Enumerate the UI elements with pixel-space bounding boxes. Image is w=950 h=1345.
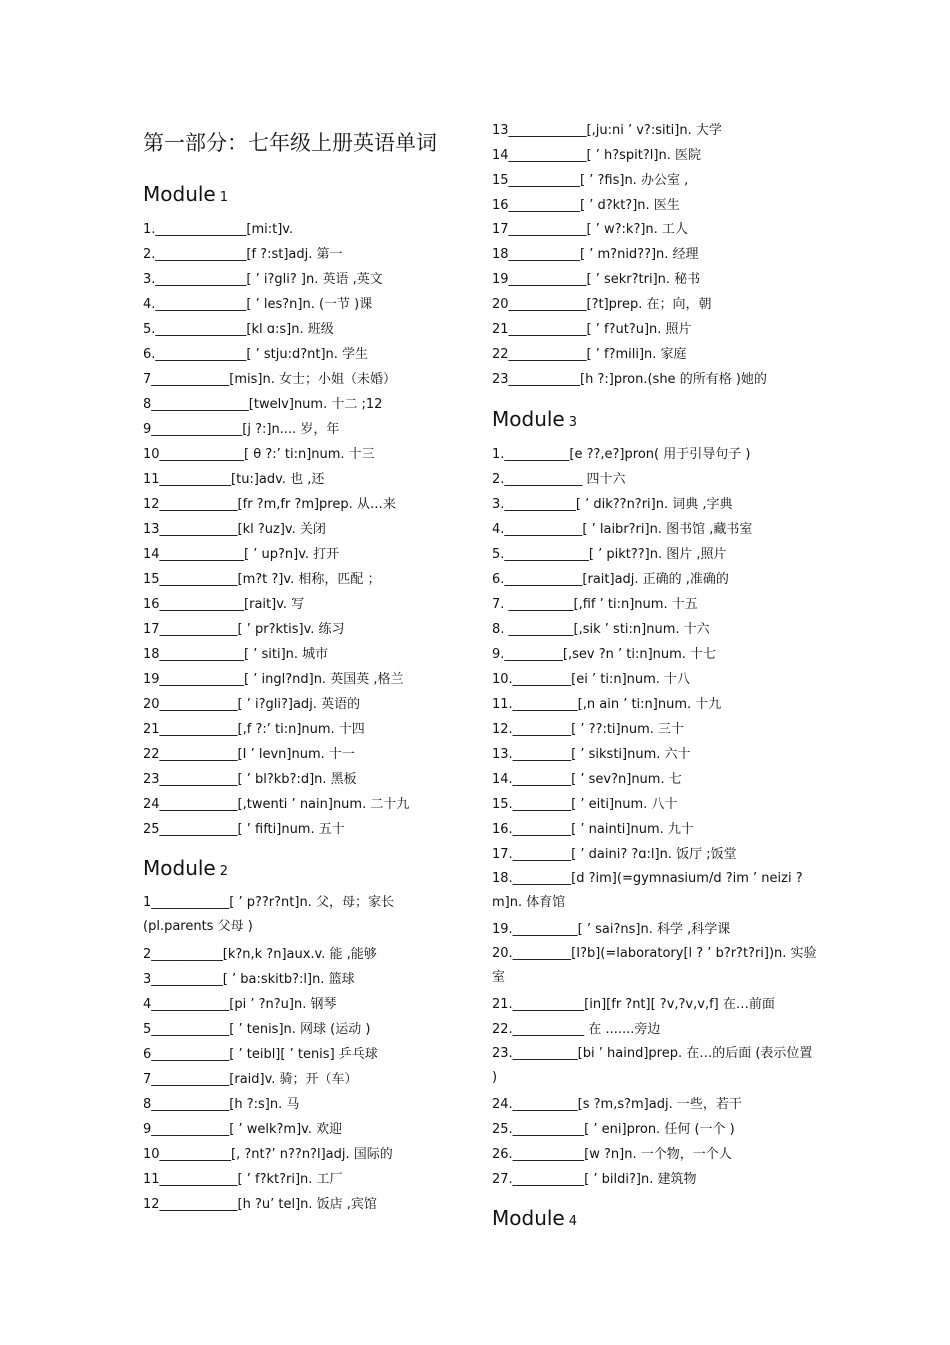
vocab-entry: 2.______________[f ?:st]adj. 第一: [143, 247, 343, 262]
vocab-entry: 17____________[ ’ pr?ktis]v. 练习: [143, 622, 345, 637]
vocab-entry: 13____________[kl ?uz]v. 关闭: [143, 522, 326, 537]
vocab-entry: 19____________[ ’ sekr?tri]n. 秘书: [492, 272, 701, 287]
vocab-entry: 26.___________[w ?n]n. 一个物，一个人: [492, 1147, 732, 1162]
vocab-entry: 6.______________[ ’ stju:d?nt]n. 学生: [143, 347, 369, 362]
vocab-entry: 24.__________[s ?m,s?m]adj. 一些，若干: [492, 1097, 742, 1112]
vocab-entry: 16_____________[rait]v. 写: [143, 597, 305, 612]
module-label: Module: [143, 856, 216, 880]
vocab-entry: 21.___________[in][fr ?nt][ ?v,?v,v,f] 在…前面: [492, 997, 775, 1012]
vocab-entry: 10._________[ei ’ ti:n]num. 十八: [492, 672, 691, 687]
vocab-entry: 20._________[I?b](=laboratory[l ? ’ b?r?t?ri])n. 实验室: [492, 946, 817, 985]
vocab-entry: 18._________[d ?im](=gymnasium/d ?im ’ neizi ?m]n. 体育馆: [492, 871, 803, 910]
vocab-entry: 2.____________ 四十六: [492, 472, 626, 487]
vocab-entry: 21____________[,f ?:’ ti:n]num. 十四: [143, 722, 365, 737]
vocab-entry: 6.____________[rait]adj. 正确的 ,准确的: [492, 572, 729, 587]
vocab-entry: 1.______________[mi:t]v.: [143, 222, 294, 237]
vocab-entry: 4____________[pi ’ ?n?u]n. 钢琴: [143, 997, 337, 1012]
vocab-entry: 9____________[ ’ welk?m]v. 欢迎: [143, 1122, 343, 1137]
vocab-entry: 3.___________[ ’ dik??n?ri]n. 词典 ,字典: [492, 497, 733, 512]
vocab-entry: 1____________[ ’ p??r?nt]n. 父，母；家长 (pl.parents 父母 ): [143, 895, 394, 934]
vocab-entry: 4.______________[ ’ les?n]n. (一节 )课: [143, 297, 373, 312]
module-heading: [492, 1206, 577, 1230]
vocab-entry: 20____________[ ’ i?gli?]adj. 英语的: [143, 697, 361, 712]
module-label: Module: [492, 407, 565, 431]
module-number: 4: [568, 1214, 578, 1229]
page-title: 第一部分：七年级上册英语单词: [143, 131, 437, 155]
vocab-entry: 10___________[, ?nt?’ n??n?l]adj. 国际的: [143, 1147, 393, 1162]
vocab-entry: 4.____________[ ’ laibr?ri]n. 图书馆 ,藏书室: [492, 522, 753, 537]
vocab-entry: 8_______________[twelv]num. 十二 ;12: [143, 397, 383, 412]
vocab-entry: 20____________[?t]prep. 在；向，朝: [492, 297, 712, 312]
vocab-entry: 14____________[ ’ h?spit?l]n. 医院: [492, 148, 701, 163]
vocab-entry: 9______________[j ?:]n.... 岁，年: [143, 422, 340, 437]
vocab-entry: 16._________[ ’ nainti]num. 九十: [492, 822, 694, 837]
vocab-entry: 5.______________[kl ɑ:s]n. 班级: [143, 322, 334, 337]
vocab-entry: 23.__________[bi ’ haind]prep. 在…的后面 (表示位置 ): [492, 1046, 813, 1085]
vocab-entry: 7____________[raid]v. 骑；开（车）: [143, 1072, 358, 1087]
vocab-entry: 6____________[ ’ teibl][ ’ tenis] 乒乓球: [143, 1047, 378, 1062]
module-number: 1: [219, 190, 229, 205]
vocab-entry: 1.__________[e ??,e?]pron( 用于引导句子 ): [492, 447, 751, 462]
vocab-entry: 23____________[ ’ bl?kb?:d]n. 黑板: [143, 772, 357, 787]
vocab-entry: 24____________[,twenti ’ nain]num. 二十九: [143, 797, 410, 812]
vocab-entry: 10_____________[ θ ?:’ ti:n]num. 十三: [143, 447, 375, 462]
vocab-entry: 18___________[ ’ m?nid??]n. 经理: [492, 247, 699, 262]
module-number: 3: [568, 415, 578, 430]
vocab-entry: 14_____________[ ’ up?n]v. 打开: [143, 547, 340, 562]
vocab-entry: 7____________[mis]n. 女士；小姐（未婚）: [143, 372, 396, 387]
module-number: 2: [219, 864, 229, 879]
vocab-entry: 18_____________[ ’ siti]n. 城市: [143, 647, 329, 662]
vocab-entry: 27.___________[ ’ bildi?]n. 建筑物: [492, 1172, 697, 1187]
vocab-entry: 12____________[h ?u’ tel]n. 饭店 ,宾馆: [143, 1197, 377, 1212]
vocab-entry: 3___________[ ’ ba:skitb?:l]n. 篮球: [143, 972, 355, 987]
vocab-entry: 17._________[ ’ daini? ?ɑ:l]n. 饭厅 ;饭堂: [492, 847, 737, 862]
vocab-entry: 5._____________[ ’ pikt??]n. 图片 ,照片: [492, 547, 727, 562]
vocab-entry: 17____________[ ’ w?:k?]n. 工人: [492, 222, 688, 237]
vocab-entry: 12._________[ ’ ??:ti]num. 三十: [492, 722, 685, 737]
vocab-entry: 25____________[ ’ fifti]num. 五十: [143, 822, 345, 837]
module-heading: [143, 182, 228, 206]
vocab-entry: 8. __________[,sik ’ sti:n]num. 十六: [492, 622, 710, 637]
vocab-entry: 11____________[ ’ f?kt?ri]n. 工厂: [143, 1172, 343, 1187]
module-label: Module: [492, 1206, 565, 1230]
vocab-entry: 16___________[ ’ d?kt?]n. 医生: [492, 198, 680, 213]
vocab-entry: 11___________[tu:]adv. 也 ,还: [143, 472, 325, 487]
vocab-entry: 2___________[k?n,k ?n]aux.v. 能 ,能够: [143, 947, 377, 962]
vocab-entry: 3.______________[ ’ i?gli? ]n. 英语 ,英文: [143, 272, 383, 287]
vocab-entry: 19.__________[ ’ sai?ns]n. 科学 ,科学课: [492, 922, 731, 937]
vocab-entry: 22____________[ ’ f?mili]n. 家庭: [492, 347, 687, 362]
vocab-entry: 23___________[h ?:]pron.(she 的所有格 )她的: [492, 372, 767, 387]
vocab-entry: 25.___________[ ’ eni]pron. 任何 (一个 ): [492, 1122, 735, 1137]
vocab-entry: 22____________[I ’ levn]num. 十一: [143, 747, 355, 762]
vocab-entry: 13____________[,ju:ni ’ v?:siti]n. 大学: [492, 123, 722, 138]
vocab-entry: 22.___________ 在 .......旁边: [492, 1022, 661, 1037]
vocab-entry: 13._________[ ’ siksti]num. 六十: [492, 747, 691, 762]
vocab-entry: 9._________[,sev ?n ’ ti:n]num. 十七: [492, 647, 717, 662]
vocab-entry: 15____________[m?t ?]v. 相称，匹配 ；: [143, 572, 381, 587]
module-label: Module: [143, 182, 216, 206]
module-heading: [492, 407, 577, 431]
vocab-entry: 5____________[ ’ tenis]n. 网球 (运动 ): [143, 1022, 371, 1037]
vocab-entry: 15._________[ ’ eiti]num. 八十: [492, 797, 678, 812]
vocab-entry: 7. __________[,fif ’ ti:n]num. 十五: [492, 597, 698, 612]
vocab-entry: 14._________[ ’ sev?n]num. 七: [492, 772, 682, 787]
vocab-entry: 21____________[ ’ f?ut?u]n. 照片: [492, 322, 692, 337]
vocab-entry: 19_____________[ ’ ingl?nd]n. 英国英 ,格兰: [143, 672, 404, 687]
vocab-entry: 8____________[h ?:s]n. 马: [143, 1097, 300, 1112]
vocab-entry: 12____________[fr ?m,fr ?m]prep. 从…来: [143, 497, 396, 512]
vocab-entry: 11.__________[,n ain ’ ti:n]num. 十九: [492, 697, 722, 712]
vocab-entry: 15___________[ ’ ?fis]n. 办公室 ,: [492, 173, 689, 188]
module-heading: [143, 856, 228, 880]
